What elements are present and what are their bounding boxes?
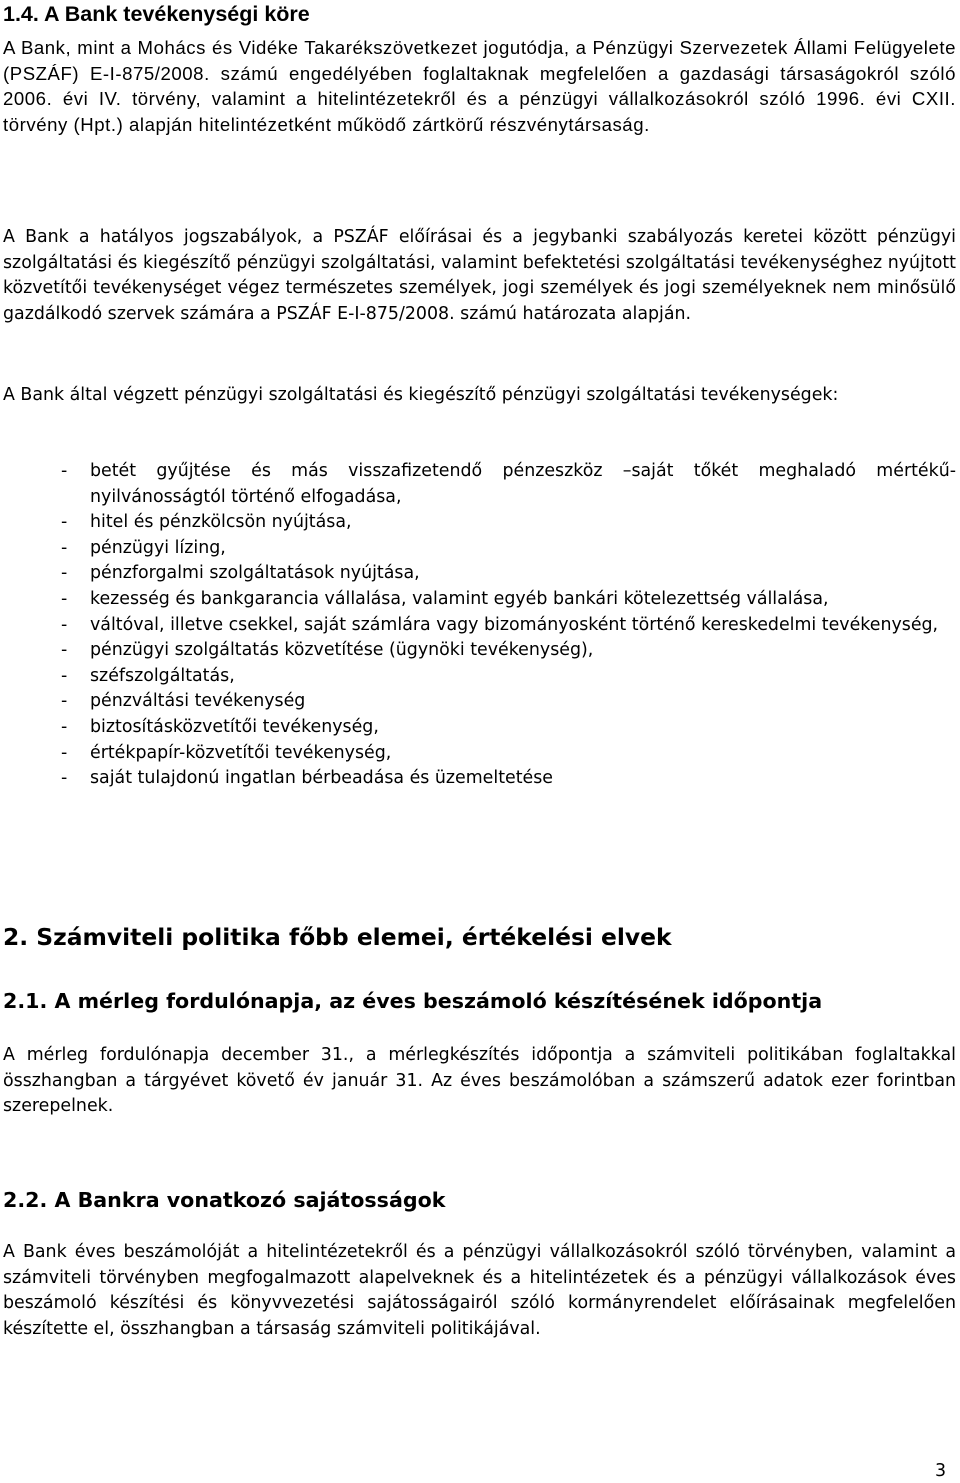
section-2-1-paragraph: A mérleg fordulónapja december 31., a mérlegkészítés időpontja a számviteli politikában foglaltakkal összhangban a tárgyévet követő év január 31. Az éves beszámolóban a számszerű adatok ezer forintban szerepelnek. (3, 1045, 956, 1117)
list-item (3, 638, 956, 664)
list-item (3, 715, 956, 741)
list-dash: - (61, 768, 68, 789)
list-item (3, 664, 956, 690)
list-dash: - (61, 665, 68, 686)
list-dash: - (61, 512, 68, 533)
list-item-text: váltóval, illetve csekkel, saját számlára vagy bizományosként történő kereskedelmi tevékenység, (90, 614, 939, 635)
section-1-4-intro-paragraph: A Bank, mint a Mohács és Vidéke Takarékszövetkezet jogutódja, a Pénzügyi Szervezetek Állami Felügyelete (PSZÁF) E-I-875/2008. számú engedélyében foglaltaknak megfelelően a gazdasági társaságokról szóló 2006. évi IV. törvény, valamint a hitelintézetekről és a pénzügyi vállalkozásokról szóló 1996. évi CXII. törvény (Hpt.) alapján hitelintézetként működő zártkörű részvénytársaság. (3, 37, 956, 135)
list-item (3, 689, 956, 715)
list-item-text: pénzügyi szolgáltatás közvetítése (ügynöki tevékenység), (90, 640, 594, 661)
activities-list (3, 459, 956, 792)
list-dash: - (61, 716, 68, 737)
list-item-text: pénzforgalmi szolgáltatások nyújtása, (90, 563, 420, 584)
section-1-4-heading: 1.4. A Bank tevékenységi köre (3, 2, 310, 26)
list-item-text: saját tulajdonú ingatlan bérbeadása és üzemeltetése (90, 768, 554, 789)
list-dash: - (61, 537, 68, 558)
list-item-text: hitel és pénzkölcsön nyújtása, (90, 512, 352, 533)
list-item (3, 613, 956, 639)
list-item (3, 561, 956, 587)
list-item-text: széfszolgáltatás, (90, 665, 235, 686)
list-dash: - (61, 614, 68, 635)
list-dash: - (61, 742, 68, 763)
list-item (3, 587, 956, 613)
list-dash: - (61, 640, 68, 661)
section-2-1-heading: 2.1. A mérleg fordulónapja, az éves beszámoló készítésének időpontja (3, 989, 823, 1013)
list-item (3, 536, 956, 562)
section-2-2-heading: 2.2. A Bankra vonatkozó sajátosságok (3, 1188, 446, 1212)
list-item (3, 510, 956, 536)
list-dash: - (61, 563, 68, 584)
list-dash: - (61, 461, 68, 481)
list-item (3, 741, 956, 767)
list-item-text: pénzváltási tevékenység (90, 691, 306, 712)
list-item-text: kezesség és bankgarancia vállalása, valamint egyéb bankári kötelezettség vállalása, (90, 588, 829, 609)
list-item-text: pénzügyi lízing, (90, 537, 226, 558)
section-2-heading: 2. Számviteli politika főbb elemei, értékelési elvek (3, 923, 672, 951)
page-number: 3 (935, 1461, 947, 1481)
section-2-2-paragraph: A Bank éves beszámolóját a hitelintézetekről és a pénzügyi vállalkozásokról szóló törvényben, valamint a számviteli törvényben megfogalmazott alapelveknek és a hitelintézetek és a pénzügyi vállalkozások éves beszámoló készítési és könyvvezetési sajátosságairól szóló kormányrendelet előírásainak megfelelően készítette el, összhangban a társaság számviteli politikájával. (3, 1242, 956, 1339)
list-item-text: biztosításközvetítői tevékenység, (90, 716, 379, 737)
activities-intro-paragraph: A Bank által végzett pénzügyi szolgáltatási és kiegészítő pénzügyi szolgáltatási tevékenységek: (3, 385, 839, 405)
list-item-text: betét gyűjtése és más visszafizetendő pénzeszköz –saját tőkét meghaladó mértékű- nyilvánosságtól történő elfogadása, (90, 461, 956, 507)
list-dash: - (61, 588, 68, 609)
list-item (3, 766, 956, 792)
list-item-text: értékpapír-közvetítői tevékenység, (90, 742, 392, 763)
section-1-4-scope-paragraph: A Bank a hatályos jogszabályok, a PSZÁF előírásai és a jegybanki szabályozás keretei között pénzügyi szolgáltatási és kiegészítő pénzügyi szolgáltatási, valamint befektetési szolgáltatási tevékenységhez nyújtott közvetítői tevékenységet végez természetes személyek, jogi személyek és jogi személyeknek nem minősülő gazdálkodó szervek számára a PSZÁF E-I-875/2008. számú határozata alapján. (3, 227, 956, 324)
list-dash: - (61, 691, 68, 712)
list-item (3, 459, 956, 510)
